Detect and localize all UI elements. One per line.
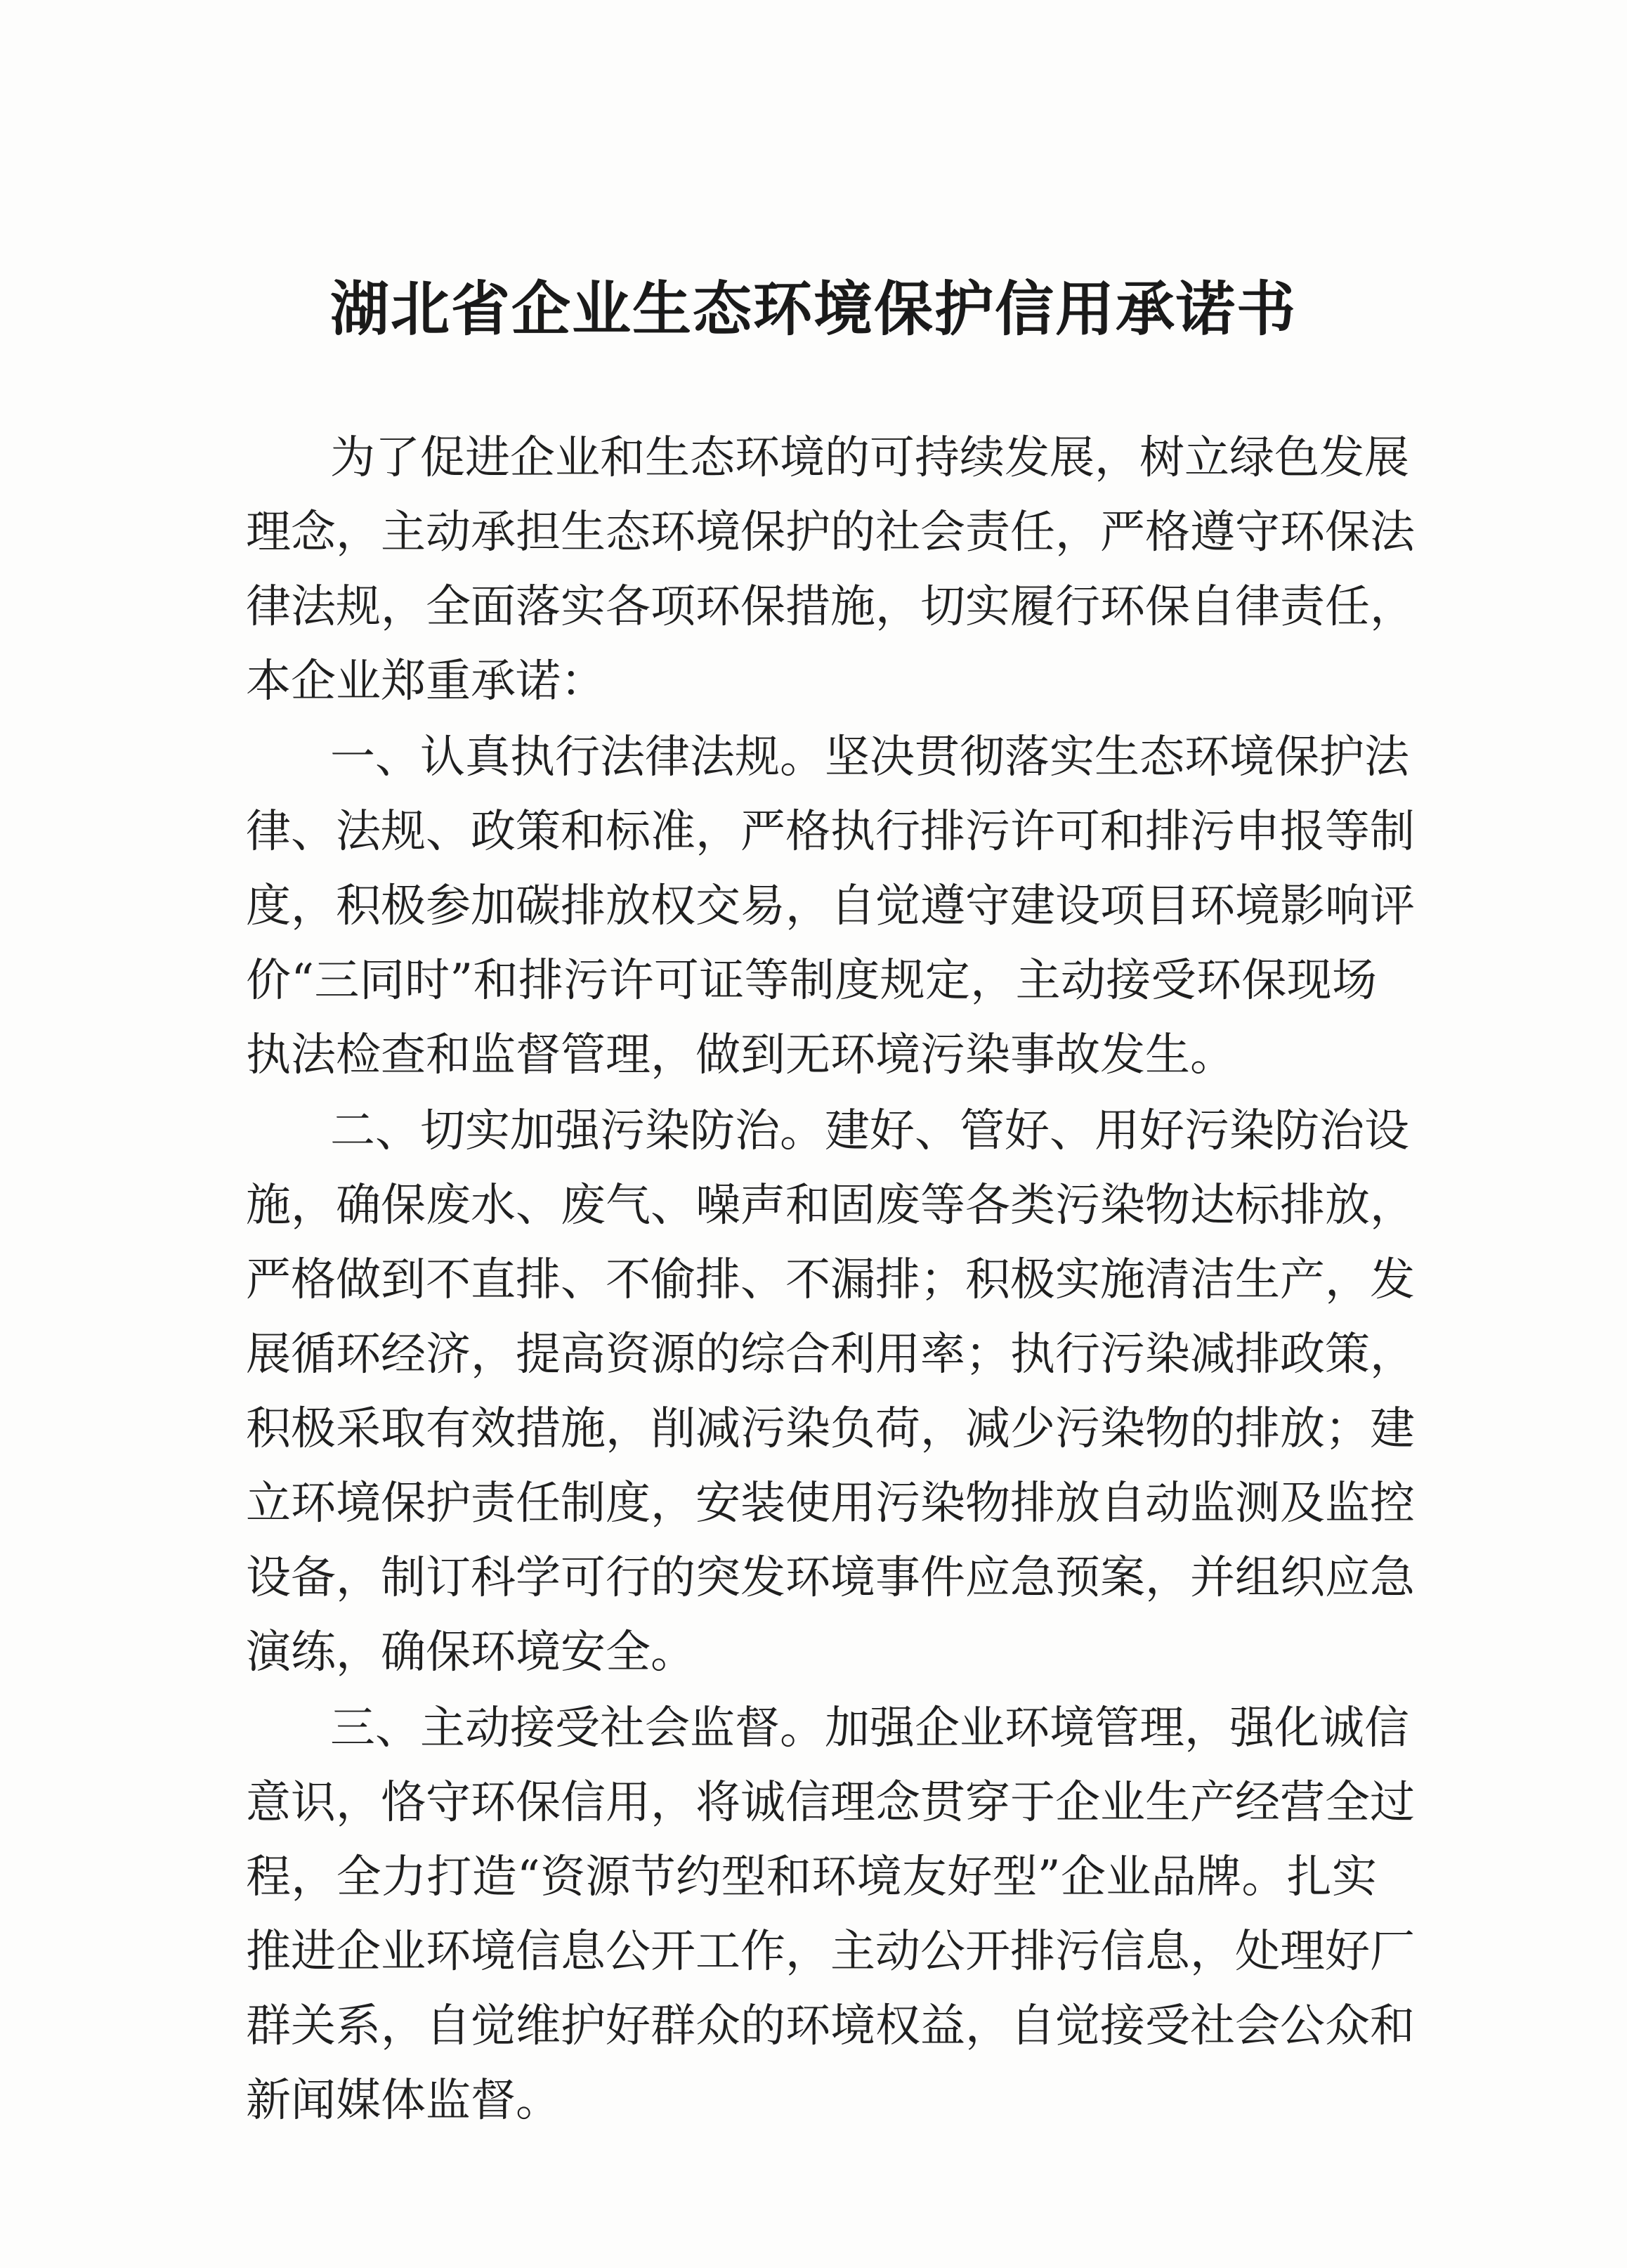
text-line: 严格做到不直排、不偷排、不漏排；积极实施清洁生产，发 <box>246 1254 1415 1306</box>
text-line: 律、法规、政策和标准，严格执行排污许可和排污申报等制 <box>246 806 1415 858</box>
text-line: 立环境保护责任制度，安装使用污染物排放自动监测及监控 <box>246 1478 1415 1530</box>
text-line: 律法规，全面落实各项环保措施，切实履行环保自律责任， <box>246 581 1415 633</box>
text-line: 价“三同时”和排污许可证等制度规定，主动接受环保现场 <box>246 955 1377 1007</box>
text-line: 积极采取有效措施，削减污染负荷，减少污染物的排放；建 <box>246 1403 1415 1455</box>
text-line: 群关系，自觉维护好群众的环境权益，自觉接受社会公众和 <box>246 2000 1415 2052</box>
text-line: 理念，主动承担生态环境保护的社会责任，严格遵守环保法 <box>246 507 1415 559</box>
text-line: 程，全力打造“资源节约型和环境友好型”企业品牌。扎实 <box>246 1851 1377 1903</box>
text-line: 演练，确保环境安全。 <box>246 1627 695 1679</box>
text-line: 展循环经济，提高资源的综合利用率；执行污染减排政策， <box>246 1329 1415 1381</box>
text-line: 三、主动接受社会监督。加强企业环境管理，强化诚信 <box>330 1702 1409 1754</box>
text-line: 施，确保废水、废气、噪声和固废等各类污染物达标排放， <box>246 1180 1415 1232</box>
text-line: 推进企业环境信息公开工作，主动公开排污信息，处理好厂 <box>246 1926 1415 1978</box>
document-title: 湖北省企业生态环境保护信用承诺书 <box>329 274 1297 344</box>
text-line: 为了促进企业和生态环境的可持续发展，树立绿色发展 <box>330 432 1409 484</box>
text-line: 设备，制订科学可行的突发环境事件应急预案，并组织应急 <box>246 1552 1415 1604</box>
text-line: 本企业郑重承诺： <box>246 656 606 708</box>
text-line: 一、认真执行法律法规。坚决贯彻落实生态环境保护法 <box>330 731 1409 783</box>
text-line: 新闻媒体监督。 <box>246 2075 561 2127</box>
text-line: 执法检查和监督管理，做到无环境污染事故发生。 <box>246 1029 1235 1081</box>
text-line: 度，积极参加碳排放权交易，自觉遵守建设项目环境影响评 <box>246 880 1415 932</box>
text-line: 意识，恪守环保信用，将诚信理念贯穿于企业生产经营全过 <box>246 1777 1415 1829</box>
text-line: 二、切实加强污染防治。建好、管好、用好污染防治设 <box>330 1105 1409 1157</box>
